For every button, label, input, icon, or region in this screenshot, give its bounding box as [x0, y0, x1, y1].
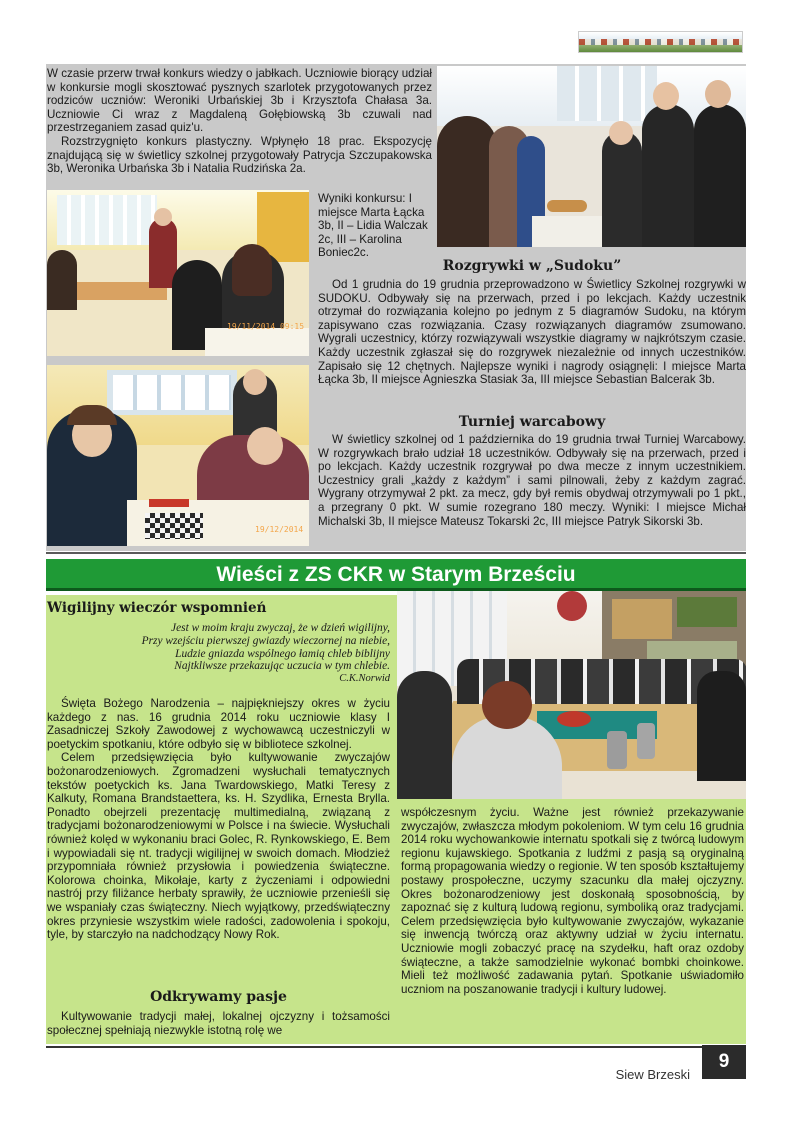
wigilia-heading: Wigilijny wieczór wspomnień [47, 600, 267, 616]
wigilia-para-2: Celem przedsięwzięcia było kultywowanie zwyczajów bożonarodzeniowych. Zgromadzeni wysłuchali tematycznych tekstów poetyckich ks. Jana Twardowskiego, Matki Teresy z Kalkuty, Romana Brandstaettera, ks. H. Szydlika, Ernesta Brylla. Ponadto obejrzeli prezentację multimedialną, związaną z tradycjami bożonarodzeniowymi w Polsce i na świecie. Wysłuchali również kolęd w wykonaniu braci Golec, R. Rynkowskiego, E. Bem i wypowiadali się nt. tradycji wigilijnej w swoich domach. Młodzież przypomniała również przysłowia i powiedzenia świąteczne. Kolorowa choinka, Mikołaje, karty z życzeniami i odpowiedni nastrój przy filiżance herbaty sprawiły, że uczniowie przenieśli się we wspaniały czas świąteczny. Niech wyjątkowy, przedświąteczny okres przyniesie wszystkim wiele radości, zadowolenia i spokoju, tyle, by starczyło na nadchodzący Nowy Rok. [47, 751, 390, 942]
photo-internat-meeting [397, 591, 746, 799]
publication-name: Siew Brzeski [615, 1067, 690, 1082]
page-number: 9 [702, 1045, 746, 1079]
pasje-left-text: Kultywowanie tradycji małej, lokalnej ojczyzny i tożsamości społecznej spełniają niezwykle istotną rolę we [47, 1010, 390, 1037]
warcaby-body [318, 433, 746, 528]
konkurs-text [47, 67, 432, 176]
photo-checkers-game [47, 365, 309, 546]
pasje-right-text: współczesnym życiu. Ważne jest również przekazywanie zwyczajów, zwłaszcza młodym pokoleniom. W tym celu 16 grudnia 2014 roku wychowankowie internatu spotkali się z twórcą ludowym regionu kujawskiego. Spotkania z ludźmi z pasją są oryginalną formą propagowania wiedzy o regionie. W ten sposób kształtujemy postawy prospołeczne, uczymy szacunku dla małej ojczyzny. Okres bożonarodzeniowy jest doskonałą sposobnością, by zapoznać się z kulturą ludową regionu, symboliką oraz tradycjami. Celem przedsięwzięcia było kultywowanie zwyczajów, wykazanie się inwencją twórczą oraz aktywny udział w życiu internatu. Uczniowie mogli zobaczyć pracę na szydełku, haft oraz ozdoby świąteczne, a także samodzielnie wykonać bombki choinkowe. Mieli też możliwość zadawania pytań. Spotkanie uświadomiło uczniom na poszanowanie tradycji i kultury ludowej. [401, 806, 744, 996]
konkurs-results: Wyniki konkursu: I miejsce Marta Łącka 3b, II – Lidia Walczak 2c, III – Karolina Boniec2c. [318, 192, 428, 260]
photo-timestamp-2: 19/12/2014 [255, 525, 304, 534]
poem-author: C.K.Norwid [339, 673, 390, 685]
poem-line-1: Jest w moim kraju zwyczaj, że w dzień wigilijny, [171, 622, 390, 634]
konkurs-para-1: W czasie przerw trwał konkurs wiedzy o jabłkach. Uczniowie biorący udział w konkursie mogli skosztować pysznych szarlotek przygotowanych przez rodziców uczniów: Weroniki Urbańskiej 3b i Krzysztofa Chałasa 3a. Uczniowie Ci wraz z Magdaleną Gołębiowską 3b czuwali nad przestrzeganiem zasad quiz'u. [47, 67, 432, 135]
photo-timestamp: 19/11/2014 09:15 [227, 322, 305, 331]
poem-line-3: Ludzie gniazda wspólnego łamią chleb biblijny [175, 647, 390, 660]
photo-students-cakes [437, 66, 746, 247]
wigilia-poem [47, 622, 390, 686]
warcaby-heading: Turniej warcabowy [458, 414, 606, 430]
pasje-heading: Odkrywamy pasje [150, 989, 287, 1005]
poem-line-4: Najtkliwsze przekazując uczucia w tym chlebie. [174, 660, 390, 673]
sudoku-text: Od 1 grudnia do 19 grudnia przeprowadzono w Świetlicy Szkolnej rozgrywki w SUDOKU. Odbywały się na przerwach, przed i po lekcjach. Każdy uczestnik otrzymał do rozwiązania kolejno po jednym z 5 diagramów Sudoku, na którym zapisywano czas rozwiązania. Czasy rozwiązanych diagramów zsumowano. Wygrali uczestnicy, którzy rozwiązywali wszystkie diagramy w najkrótszym czasie. Każdy uczestnik zgłaszał się do rozgrywek niezależnie od innych uczestników. Zapisało się 12 chętnych. Najlepsze wyniki i nagrody osiągnęli: I miejsce Marta Łącka 3b, II miejsce Agnieszka Stasiak 3a, III miejsce Sebastian Balcerak 3b. [318, 278, 746, 387]
photo-classroom-drawing [47, 190, 309, 356]
header-village-photo [578, 31, 743, 53]
sudoku-heading: Rozgrywki w „Sudoku” [442, 258, 622, 274]
poem-line-2: Przy wzejściu pierwszej gwiazdy wieczornej na niebie, [141, 634, 390, 647]
wigilia-para-1: Święta Bożego Narodzenia – najpiękniejszy okres w życiu każdego z nas. 16 grudnia 2014 roku uczniowie klasy I Zasadniczej Szkoły Zawodowej z wychowawcą uczestniczyli w poetyckim spotkaniu, które odbyło się w bibliotece szkolnej. [47, 697, 390, 751]
section-title: Wieści z ZS CKR w Starym Brześciu [46, 559, 746, 591]
konkurs-para-2: Rozstrzygnięto konkurs plastyczny. Wpłynęło 18 prac. Ekspozycję znajdującą się w świetlicy szkolnej przygotowały Patrycja Szczupakowska 3b, Weronika Urbańska 3b i Natalia Rudzińska 2a. [47, 134, 432, 176]
bottom-rule [46, 1046, 746, 1048]
pasje-left-body [47, 1010, 390, 1037]
sudoku-body [318, 278, 746, 387]
pasje-right-body [401, 806, 744, 996]
wigilia-body [47, 697, 390, 942]
warcaby-text: W świetlicy szkolnej od 1 października do 19 grudnia trwał Turniej Warcabowy. W rozgrywkach brało udział 18 uczestników. Odbywały się na przerwach, przed i po lekcjach. Każdy uczestnik rozgrywał po dwa mecze z innym uczestnikiem. Uczestnicy grali „każdy z każdym” i sami pilnowali, żeby z każdym zagrać. Wygrany otrzymywał 2 pkt. za mecz, gdy był remis obydwaj otrzymywali po 1 pkt., a przegrany 0 pkt. W sumie rozegrano 180 meczy. Wyniki: I miejsce Michał Michalski 3b, II miejsce Mateusz Tokarski 2c, III miejsce Patryk Sikorski 3b. [318, 433, 746, 528]
section-divider [46, 552, 746, 554]
